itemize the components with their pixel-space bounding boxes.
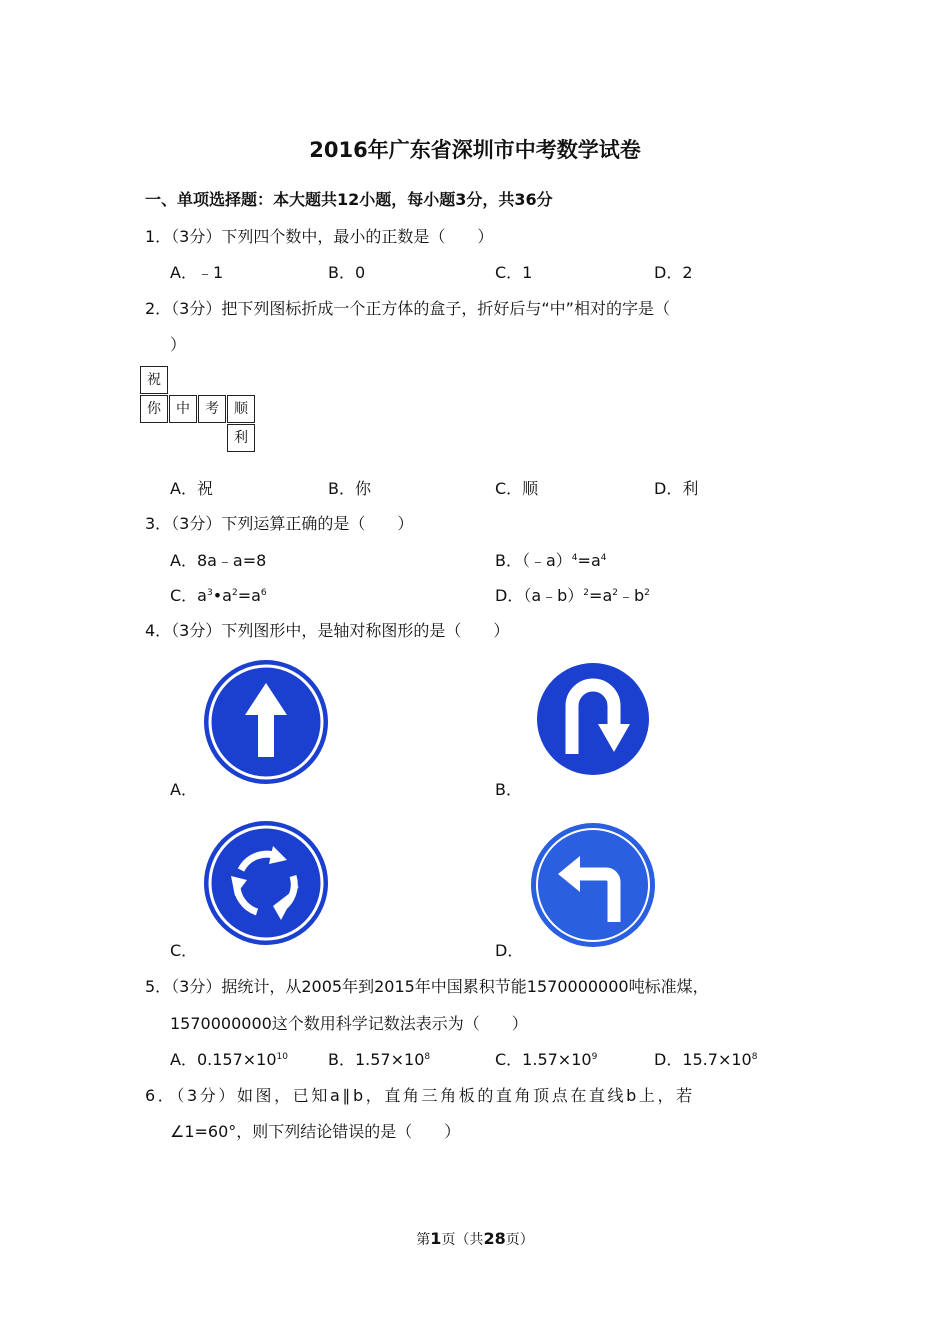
- u-turn-sign-icon[interactable]: [528, 656, 658, 782]
- net-cell-ni: 你: [140, 395, 168, 423]
- page-footer: 第1页（共28页）: [416, 1229, 534, 1248]
- question-5-option-c[interactable]: C．$1.57\times 10^9$: [495, 1050, 598, 1069]
- question-3-option-c[interactable]: C．$a^3•a^2=a^6$: [170, 586, 267, 605]
- question-2-stem-end: ）: [170, 335, 187, 354]
- question-1-option-c[interactable]: C．1: [495, 263, 533, 282]
- question-5-option-a[interactable]: A．$0.157\times 10^{10}$: [170, 1050, 288, 1069]
- question-1-option-b[interactable]: B．0: [328, 263, 366, 282]
- question-3-option-b[interactable]: B．$(﹣a)^4=a^4$: [495, 551, 607, 570]
- question-4-option-d-label[interactable]: D．: [495, 941, 524, 960]
- net-cell-li: 利: [227, 424, 255, 452]
- question-6-stem-end: ∠1=60°，则下列结论错误的是（ ）: [170, 1122, 461, 1141]
- net-cell-shun: 顺: [227, 395, 255, 423]
- question-4-option-b-label[interactable]: B．: [495, 780, 522, 799]
- question-3-option-a[interactable]: A．8a﹣a=8: [170, 551, 267, 570]
- question-2-option-c[interactable]: C．顺: [495, 479, 539, 498]
- question-5-stem: 5．（3分）据统计，从2005年到2015年中国累积节能1570000000吨标准煤，: [145, 977, 709, 996]
- question-6-stem: 6．（3分）如图，已知a∥b，直角三角板的直角顶点在直线b上，若: [145, 1086, 695, 1105]
- net-cell-zhong: 中: [169, 395, 197, 423]
- question-5-option-b[interactable]: B．$1.57\times 10^8$: [328, 1050, 431, 1069]
- question-4-option-a-label[interactable]: A．: [170, 780, 197, 799]
- roundabout-sign-icon[interactable]: [201, 820, 331, 946]
- question-2-option-a[interactable]: A．祝: [170, 479, 213, 498]
- section-heading: 一、单项选择题：本大题共12小题，每小题3分，共36分: [145, 190, 553, 209]
- net-cell-zhu: 祝: [140, 366, 168, 394]
- question-1-option-a[interactable]: A．﹣1: [170, 263, 224, 282]
- question-4-option-c-label[interactable]: C．: [170, 941, 198, 960]
- question-5-option-d[interactable]: D．$15.7\times 10^8$: [654, 1050, 758, 1069]
- question-5-stem-end: 1570000000这个数用科学记数法表示为（ ）: [170, 1014, 528, 1033]
- question-2-option-b[interactable]: B．你: [328, 479, 371, 498]
- question-4-stem: 4．（3分）下列图形中，是轴对称图形的是（ ）: [145, 621, 510, 640]
- question-2-option-d[interactable]: D．利: [654, 479, 699, 498]
- net-cell-kao: 考: [198, 395, 226, 423]
- question-1-stem: 1．（3分）下列四个数中，最小的正数是（ ）: [145, 227, 494, 246]
- left-turn-sign-icon[interactable]: [528, 822, 658, 948]
- question-2-stem: 2．（3分）把下列图标折成一个正方体的盒子，折好后与“中”相对的字是（: [145, 299, 670, 318]
- question-3-option-d[interactable]: D．$(a﹣b)^2=a^2﹣b^2$: [495, 586, 650, 605]
- question-1-option-d[interactable]: D．2: [654, 263, 693, 282]
- page-title: 2016年广东省深圳市中考数学试卷: [309, 138, 641, 162]
- straight-arrow-sign-icon[interactable]: [201, 659, 331, 785]
- question-3-stem: 3．（3分）下列运算正确的是（ ）: [145, 514, 414, 533]
